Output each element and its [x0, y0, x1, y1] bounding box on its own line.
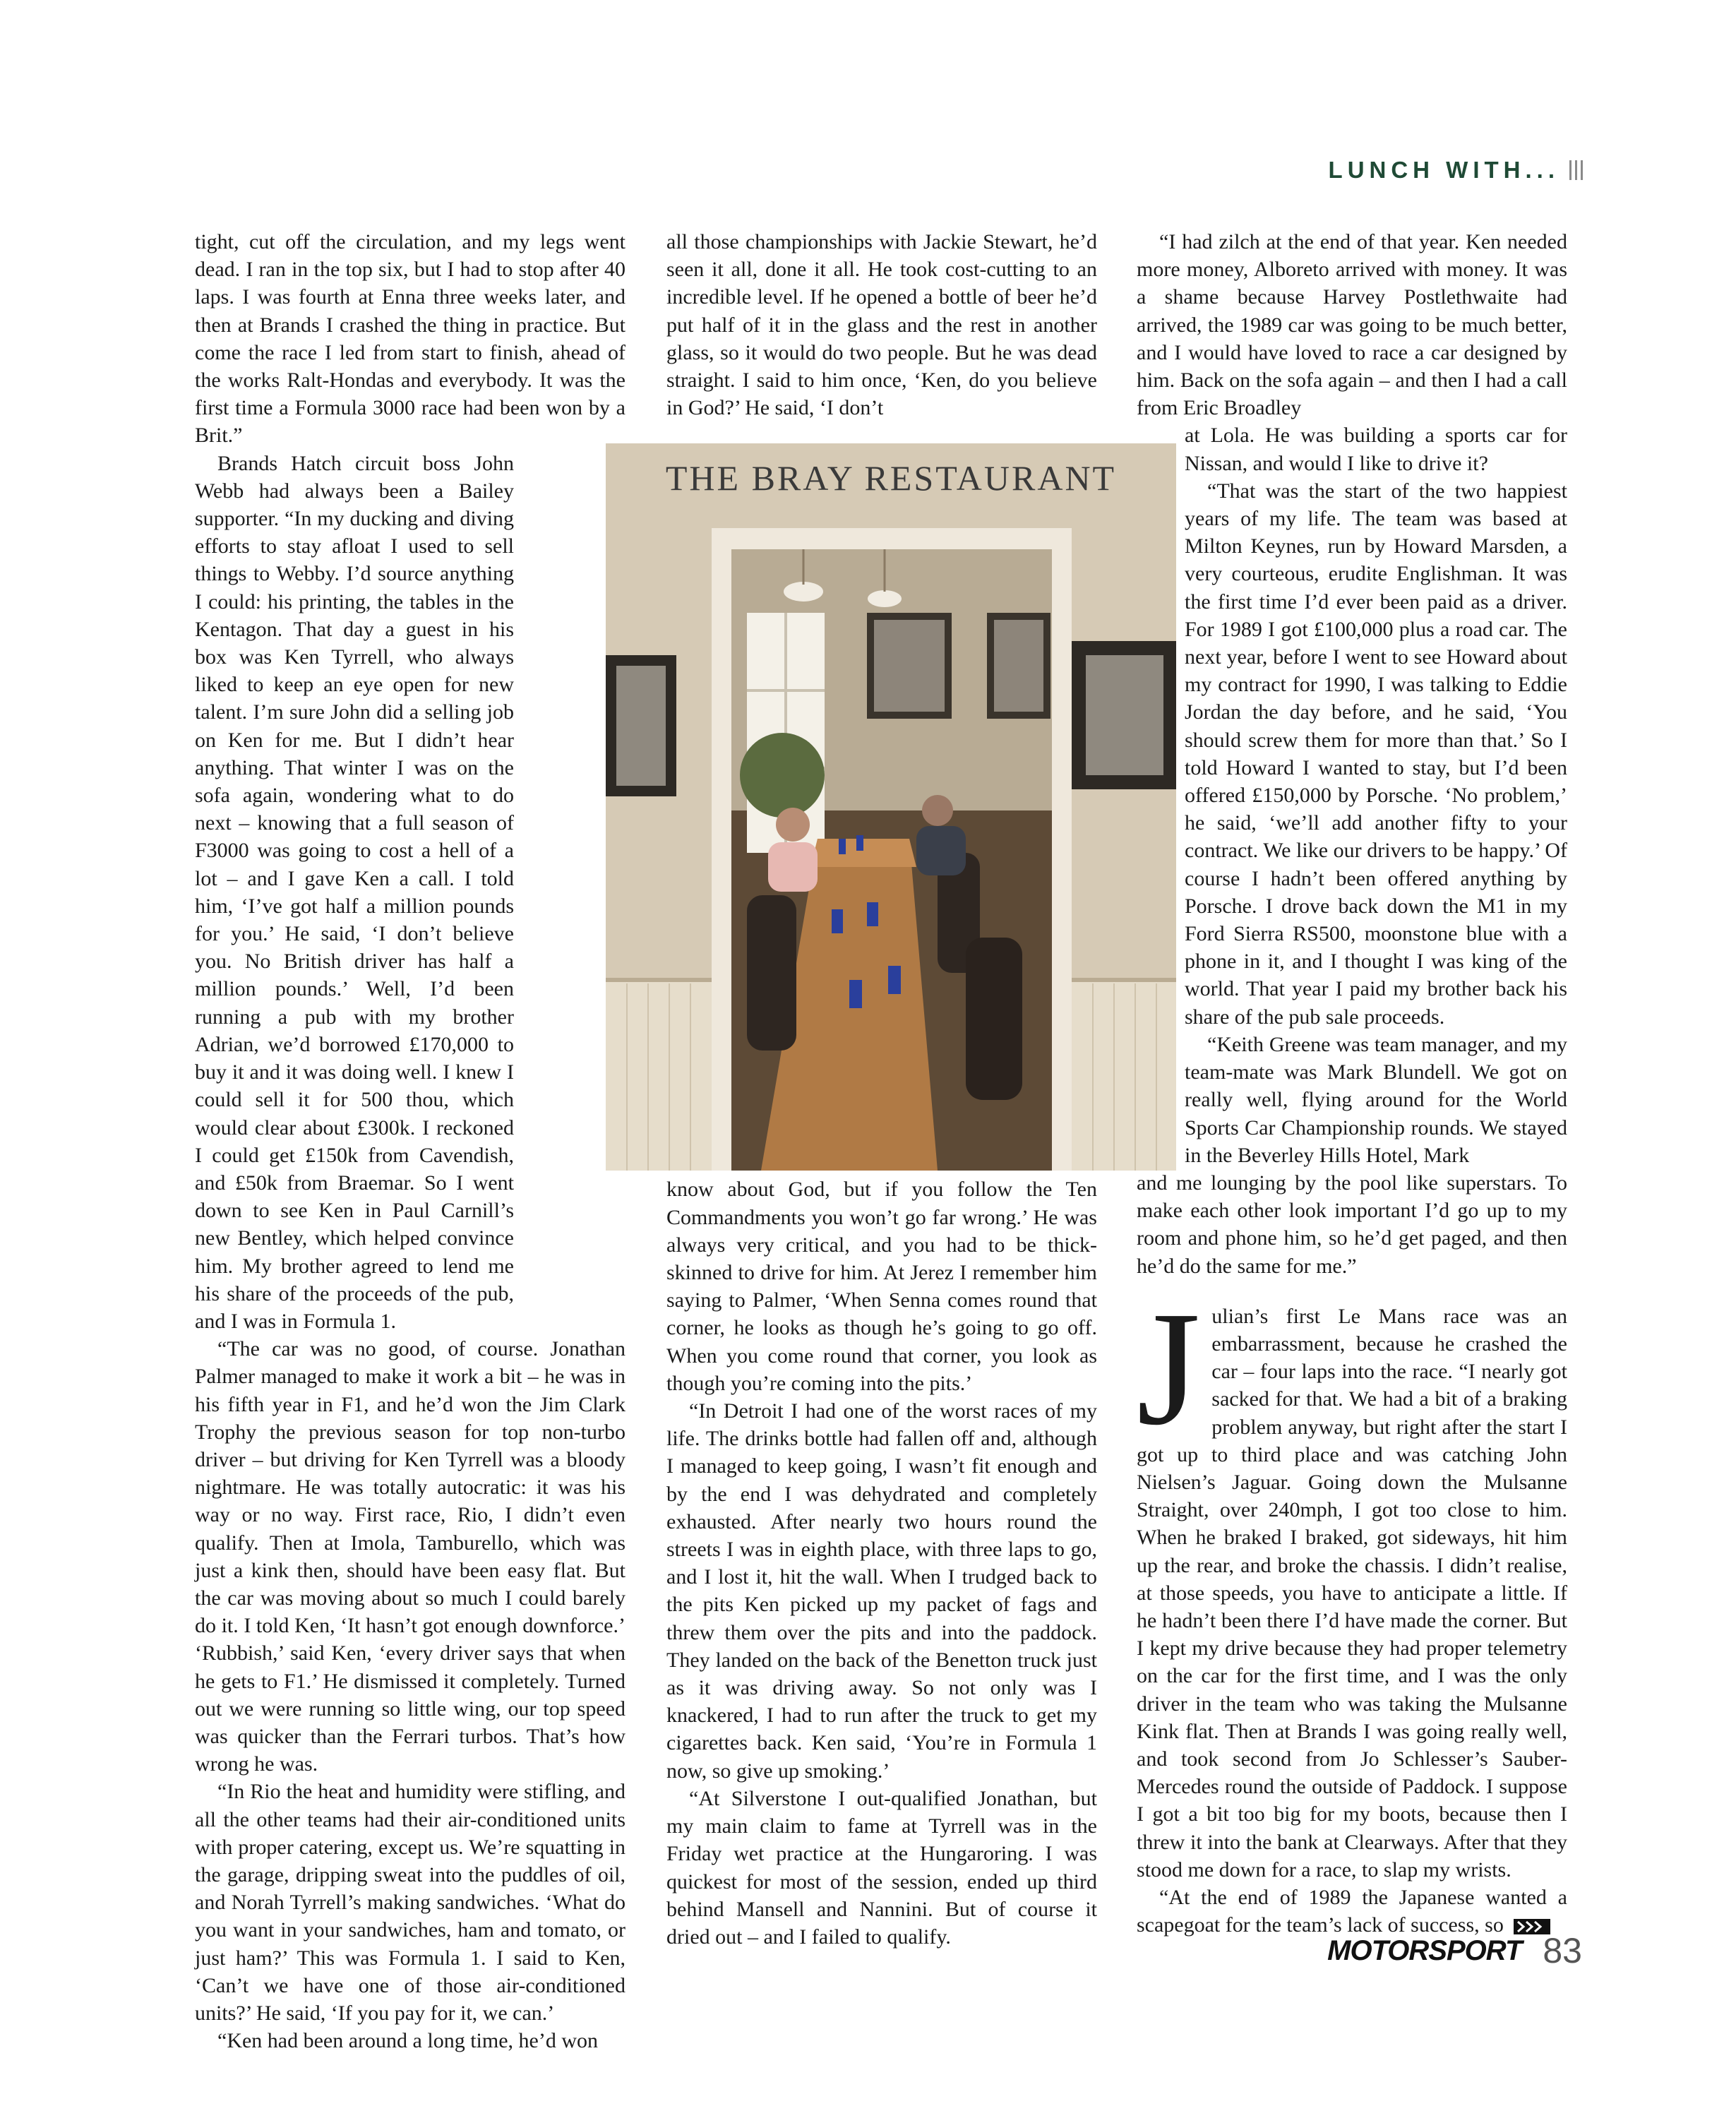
col3-paragraph-3b: and me lounging by the pool like superstars. To make each other look important I’d go up to my room and phone him, so he’d get paged, and then he’d do the same for me.”	[1137, 1171, 1567, 1278]
col1-paragraph-1: tight, cut off the circulation, and my legs went dead. I ran in the top six, but I had to stop after 40 laps. I was fourth at Enna three weeks later, and then at Brands I crashed the thing in practice. But come the race I led from start to finish, ahead of the works Ralt-Hondas and everybody. It was the first time a Formula 3000 race had been won by a Brit.”	[195, 230, 625, 448]
col2-paragraph-1b: know about God, but if you follow the Ten Commandments you won’t go far wrong.’ He was always very critical, and you had to be thick-skinned to drive for him. At Jerez I remember him saying to Palmer, ‘When Senna comes round that corner, he looks as though he’s going to go off. When you come round that corner, you look as though you’re coming into the pits.’	[666, 1178, 1097, 1395]
column-1	[195, 228, 625, 2054]
col3-paragraph-2: “That was the start of the two happiest years of my life. The team was based at Milton Keynes, run by Howard Marsden, a very courteous, erudite Englishman. It was the first time I’d ever been paid as a driver. For 1989 I got £100,000 plus a road car. The next year, before I went to see Howard about my contract for 1990, I was talking to Eddie Jordan the day before, and he said, ‘You should screw them for more than that.’ So I told Howard I wanted to stay, but I’d been offered £150,000 by Porsche. ‘No problem,’ he said, ‘we’ll add another fifty to your contract. We like our drivers to be happy.’ Of course I hadn’t been offered anything by Porsche. I drove back down the M1 in my Ford Sierra RS500, moonstone blue with a phone in it, and I thought I was king of the world. That year I paid my brother back his share of the pub sale proceeds.	[1185, 479, 1567, 1029]
motorsport-logo: MOTORSPORT	[1327, 1934, 1522, 1966]
section-header	[1329, 157, 1583, 184]
col3-paragraph-5-text: “At the end of 1989 the Japanese wanted a scapegoat for the team’s lack of success, so	[1137, 1885, 1567, 1937]
col2-paragraph-2: “In Detroit I had one of the worst races of my life. The drinks bottle had fallen off and, although I managed to keep going, I wasn’t fit enough and by the end I was dehydrated and completely exhausted. After nearly two hours round the streets I was in eighth place, with three laps to go, and I lost it, hit the wall. When I trudged back to the pits Ken picked up my packet of fags and threw them over the pits and into the paddock. They landed on the back of the Benetton truck just as it was driving away. So not only was I knackered, I had to run after the truck to get my cigarettes back. Ken said, ‘You’re in Formula 1 now, so give up smoking.’	[666, 1399, 1097, 1783]
section-title: LUNCH WITH...	[1328, 157, 1560, 183]
page-footer	[1327, 1930, 1582, 1971]
col1-paragraph-3: “The car was no good, of course. Jonathan Palmer managed to make it work a bit – he was in his fifth year in F1, and he’d won the Jim Clark Trophy the previous season for top non-turbo driver – but driving for Ken Tyrrell was a bloody nightmare. He was totally autocratic: it was his way or no way. First race, Rio, I didn’t even qualify. Then at Imola, Tamburello, which was just a kink then, should have been easy flat. But the car was moving about so much I could barely do it. I told Ken, ‘It hasn’t got enough downforce.’ ‘Rubbish,’ said Ken, ‘every driver says that when he gets to F1.’ He dismissed it completely. Turned out we were running so little wing, our top speed was quicker than the Ferrari turbos. That’s how wrong he was.	[195, 1337, 625, 1776]
col2-paragraph-1a: all those championships with Jackie Stewart, he’d seen it all, done it all. He took cost-cutting to an incredible level. If he opened a bottle of beer he’d put half of it in the glass and the rest in another glass, so it would do two people. But he was dead straight. I said to him once, ‘Ken, do you believe in God?’ He said, ‘I don’t	[666, 230, 1097, 420]
col3-paragraph-4	[1137, 1277, 1567, 1884]
restaurant-scene-image	[606, 443, 1176, 1171]
drop-cap: J	[1137, 1277, 1201, 1459]
page-number: 83	[1543, 1931, 1582, 1970]
restaurant-sign: THE BRAY RESTAURANT	[665, 458, 1117, 498]
col1-paragraph-5: “Ken had been around a long time, he’d won	[217, 2029, 598, 2053]
col2-paragraph-3: “At Silverstone I out-qualified Jonathan, but my main claim to fame at Tyrrell was in the Friday wet practice at the Hungaroring. I was quickest for most of the session, ended up third behind Mansell and Nannini. But of course it dried out – and I failed to qualify.	[666, 1786, 1097, 1949]
col3-paragraph-1a: “I had zilch at the end of that year. Ken needed more money, Alboreto arrived with money. It was a shame because Harvey Postlethwaite had arrived, the 1989 car was going to be much better, and I would have loved to race a car designed by him. Back on the sofa again – and then I had a call from Eric Broadley	[1137, 230, 1567, 420]
col1-paragraph-2: Brands Hatch circuit boss John Webb had always been a Bailey supporter. “In my ducking and diving efforts to stay afloat I used to sell things to Webby. I’d source anything I could: his printing, the tables in the Kentagon. That day a guest in his box was Ken Tyrrell, who always liked to keep an eye open for new talent. I’m sure John did a selling job on Ken for me. But I didn’t hear anything. That winter I was on the sofa again, wondering what to do next – knowing that a full season of F3000 was going to cost a hell of a lot – and I gave Ken a call. I told him, ‘I’ve got half a million pounds for you.’ He said, ‘I don’t believe you. No British driver has half a million pounds.’ Well, I’d been running a pub with my brother Adrian, we’d borrowed £170,000 to buy it and it was doing well. I knew I could sell it for 500 thou, which would clear about £300k. I reckoned I could get £150k from Cavendish, and £50k from Braemar. So I went down to see Ken in Paul Carnill’s new Bentley, which helped convince him. My brother agreed to lend me his share of the proceeds of the pub, and I was in Formula 1.	[195, 451, 514, 1333]
col3-paragraph-3a: “Keith Greene was team manager, and my team-mate was Mark Blundell. We got on really well, flying around for the World Sports Car Championship rounds. We stayed in the Beverley Hills Hotel, Mark	[1185, 1032, 1567, 1167]
restaurant-photo	[606, 443, 1176, 1171]
col3-paragraph-1b: at Lola. He was building a sports car for Nissan, and would I like to drive it?	[1185, 424, 1567, 475]
col1-paragraph-4: “In Rio the heat and humidity were stifling, and all the other teams had their air-conditioned units with proper catering, except us. We’re squatting in the garage, dripping sweat into the puddles of oil, and Norah Tyrrell’s making sandwiches. ‘What do you want in your sandwiches, ham and tomato, or just ham?’ This was Formula 1. I said to Ken, ‘Can’t we have one of those air-conditioned units?’ He said, ‘If you pay for it, we can.’	[195, 1780, 625, 2025]
col3-paragraph-4-text: ulian’s first Le Mans race was an embarrassment, because he crashed the car – four laps into the race. “I nearly got sacked for that. We had a bit of a braking problem anyway, but right after the start I got up to third place and was catching John Nielsen’s Jaguar. Going down the Mulsanne Straight, over 240mph, I got too close to him. When he braked I braked, got sideways, hit him up the rear, and broke the chassis. I didn’t realise, at those speeds, you have to anticipate a little. If he hadn’t been there I’d have made the corner. But I kept my drive because they had proper telemetry on the car for the first time, and I was the only driver in the team who was taking the Mulsanne Kink flat. Then at Brands I was going really well, and took second from Jo Schlesser’s Sauber-Mercedes round the outside of Paddock. I suppose I got a bit too big for my boots, because then I threw it into the bank at Clearways. After that they stood me down for a race, to slap my wrists.	[1137, 1304, 1567, 1881]
column-3	[1137, 228, 1567, 1939]
header-bars-icon	[1569, 160, 1583, 180]
